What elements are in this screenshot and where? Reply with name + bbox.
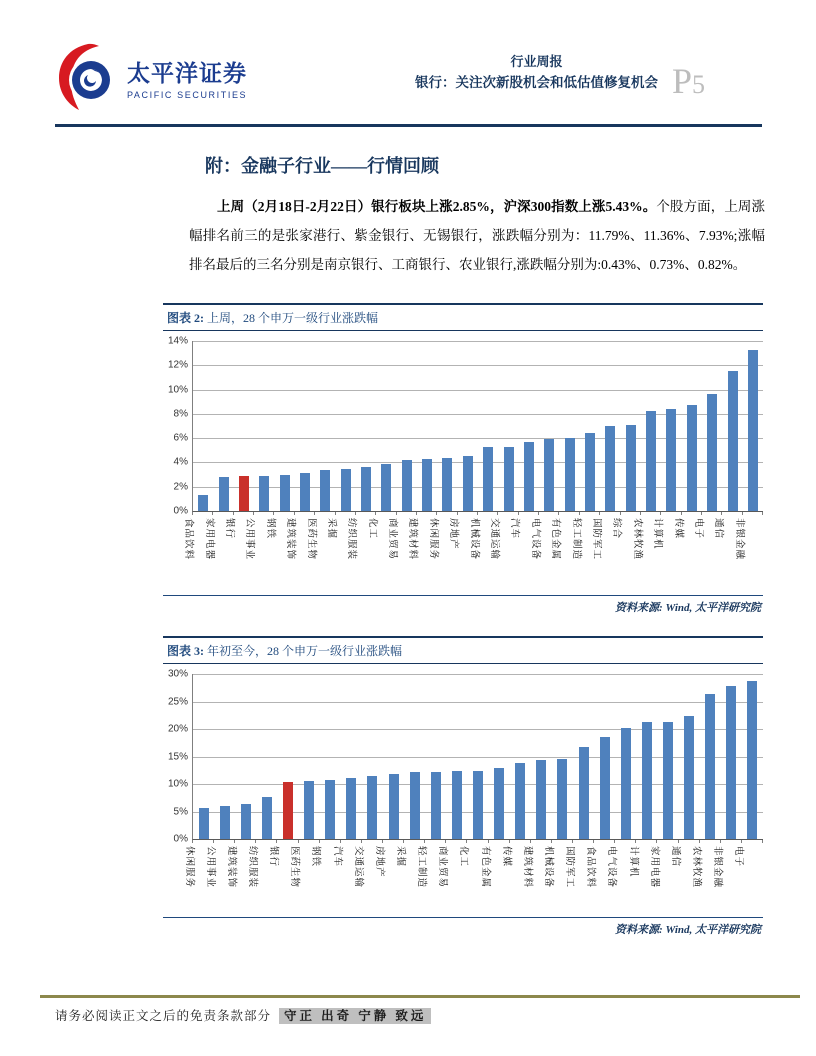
bar-slot <box>277 782 298 839</box>
x-tick-label: 国防军工 <box>591 518 602 561</box>
bar-计算机 <box>642 722 652 839</box>
x-tick-label: 汽车 <box>331 846 343 868</box>
bar-农林牧渔 <box>646 411 656 511</box>
bar-电子 <box>747 681 757 839</box>
x-tick-label: 建筑材料 <box>407 518 419 561</box>
pacific-securities-logo-icon <box>55 42 121 112</box>
bar-slot <box>580 433 600 511</box>
bar-slot <box>320 780 341 839</box>
bar-slot <box>397 460 417 511</box>
bar-电气设备 <box>544 439 554 511</box>
bars-container <box>193 341 763 511</box>
ytd-bar-chart <box>163 668 763 845</box>
bar-纺织服装 <box>262 797 272 839</box>
bar-slot <box>722 371 742 511</box>
x-tick-label: 非银金融 <box>733 518 745 561</box>
x-tick-label: 食品饮料 <box>585 846 597 889</box>
figure-2-title <box>163 303 763 331</box>
x-label-slot <box>733 515 763 591</box>
bar-slot <box>341 778 362 839</box>
bar-食品饮料 <box>198 495 208 511</box>
bar-slot <box>682 405 702 511</box>
bar-采掘 <box>341 469 351 511</box>
bar-公用事业 <box>220 806 230 839</box>
x-tick-label: 计算机 <box>627 846 639 878</box>
bar-slot <box>510 763 531 839</box>
x-tick-label: 交通运输 <box>352 846 364 889</box>
x-tick-label: 休闲服务 <box>427 518 439 561</box>
bar-综合 <box>626 425 636 511</box>
bar-轻工制造 <box>585 433 595 511</box>
bars-container <box>193 674 763 839</box>
x-tick-label: 采掘 <box>394 846 406 868</box>
x-tick-label: 农林牧渔 <box>690 846 702 889</box>
y-axis-labels <box>163 335 192 517</box>
bar-slot <box>552 759 573 839</box>
bar-slot <box>315 470 335 511</box>
bar-slot <box>404 772 425 839</box>
x-tick-label: 传媒 <box>672 518 684 540</box>
bar-slot <box>362 776 383 839</box>
bar-slot <box>437 458 457 511</box>
paragraph-rest: 个股方面，上周涨幅排名前三的是张家港行、紫金银行、无锡银行，涨跌幅分别为：11.79%、11.36%、7.93%;涨幅排名最后的三名分别是南京银行、工商银行、农业银行,涨跌幅分别为:0.43%、0.73%、0.82%。 <box>189 199 766 272</box>
bar-医药生物 <box>304 781 314 839</box>
x-axis-labels <box>183 843 763 913</box>
bar-slot <box>615 728 636 839</box>
page-digit: 5 <box>692 70 706 99</box>
bar-传媒 <box>515 763 525 839</box>
bar-slot <box>600 426 620 511</box>
y-tick-label: 14% <box>167 335 188 347</box>
footer-disclaimer: 请务必阅读正文之后的免责条款部分 <box>55 1009 272 1023</box>
bar-slot <box>531 760 552 839</box>
header-divider <box>55 124 762 127</box>
bar-slot <box>641 411 661 511</box>
bar-机械设备 <box>483 447 493 511</box>
page-letter: P <box>672 61 693 101</box>
x-tick-label: 电子 <box>692 518 704 540</box>
y-tick-label: 15% <box>167 751 188 762</box>
report-title: 银行：关注次新股机会和低估值修复机会 <box>415 75 658 90</box>
bar-slot <box>213 477 233 511</box>
bar-电气设备 <box>621 728 631 839</box>
x-axis-labels <box>183 515 763 591</box>
bar-轻工制造 <box>431 772 441 839</box>
bar-纺织服装 <box>361 467 371 511</box>
bar-银行 <box>239 476 249 511</box>
bar-slot <box>417 459 437 511</box>
x-tick-label: 休闲服务 <box>183 846 195 889</box>
y-tick-label: 25% <box>167 696 188 707</box>
x-tick-label: 汽车 <box>509 518 521 540</box>
x-tick-label: 采掘 <box>325 518 337 540</box>
bar-通信 <box>728 371 738 511</box>
x-tick-label: 轻工制造 <box>570 518 582 561</box>
x-tick-label: 化工 <box>366 518 378 540</box>
x-tick-label: 房地产 <box>373 846 385 878</box>
page-number <box>672 60 705 102</box>
bar-slot <box>721 686 742 839</box>
bar-slot <box>539 439 559 511</box>
bar-slot <box>478 447 498 511</box>
x-tick-label: 商业贸易 <box>387 518 399 561</box>
bar-通信 <box>684 716 694 839</box>
x-tick-label: 纺织服装 <box>346 518 358 561</box>
y-tick-label: 0% <box>173 505 188 517</box>
bar-银行 <box>283 782 293 839</box>
bar-slot <box>458 456 478 511</box>
summary-paragraph <box>189 192 765 279</box>
bar-医药生物 <box>320 470 330 511</box>
bar-食品饮料 <box>600 737 610 839</box>
x-tick-label: 有色金属 <box>550 518 562 561</box>
bar-国防军工 <box>579 747 589 839</box>
x-tick-label: 综合 <box>611 518 623 540</box>
paragraph-lead: 上周（2月18日-2月22日）银行板块上涨2.85%，沪深300指数上涨5.43%。 <box>217 199 657 214</box>
bar-化工 <box>473 771 483 839</box>
footer <box>55 1006 431 1024</box>
x-tick-label: 机械设备 <box>542 846 554 889</box>
x-tick-label: 家用电器 <box>648 846 660 889</box>
bar-交通运输 <box>367 776 377 839</box>
x-tick-label: 银行 <box>223 518 235 540</box>
bar-商业贸易 <box>452 771 462 839</box>
bar-房地产 <box>389 774 399 839</box>
x-tick-label: 机械设备 <box>468 518 480 561</box>
report-type: 行业周报 <box>510 54 563 69</box>
bar-电子 <box>707 394 717 511</box>
logo-en-text: PACIFIC SECURITIES <box>127 89 248 100</box>
x-tick-label: 国防军工 <box>564 846 576 889</box>
weekly-bar-chart <box>163 335 763 517</box>
y-axis-labels <box>163 668 192 845</box>
x-tick-label: 商业贸易 <box>437 846 449 889</box>
bar-slot <box>299 781 320 839</box>
y-tick-label: 10% <box>167 384 188 396</box>
figure-3-ytd-industry-chart <box>163 636 763 937</box>
bar-slot <box>594 737 615 839</box>
x-tick-label: 轻工制造 <box>416 846 428 889</box>
logo-cn-text: 太平洋证券 <box>127 60 247 86</box>
bar-slot <box>425 772 446 839</box>
x-tick-label: 银行 <box>268 846 280 868</box>
bar-交通运输 <box>504 447 514 511</box>
y-tick-label: 4% <box>173 456 188 468</box>
bar-钢铁 <box>325 780 335 839</box>
x-tick-label: 房地产 <box>448 518 460 550</box>
x-tick-label: 化工 <box>458 846 470 868</box>
bar-slot <box>274 475 294 511</box>
bar-slot <box>742 681 763 839</box>
bar-slot <box>700 694 721 839</box>
x-tick-label: 公用事业 <box>204 846 216 889</box>
x-tick-label: 纺织服装 <box>246 846 258 889</box>
bar-slot <box>234 476 254 511</box>
footer-motto: 守正 出奇 宁静 致远 <box>279 1008 431 1024</box>
plot-area <box>192 674 763 840</box>
bar-slot <box>376 464 396 511</box>
bar-国防军工 <box>605 426 615 511</box>
bar-化工 <box>381 464 391 511</box>
bar-休闲服务 <box>442 458 452 511</box>
bar-slot <box>295 473 315 511</box>
figure-3-title <box>163 636 763 664</box>
x-tick-label: 交通运输 <box>489 518 501 561</box>
x-tick-label: 非银金融 <box>712 846 724 889</box>
bar-slot <box>254 476 274 511</box>
bar-非银金融 <box>726 686 736 839</box>
bar-slot <box>446 771 467 839</box>
bar-slot <box>636 722 657 839</box>
bar-钢铁 <box>280 475 290 511</box>
bar-slot <box>573 747 594 839</box>
bar-家用电器 <box>219 477 229 511</box>
bar-房地产 <box>463 456 473 511</box>
bar-休闲服务 <box>199 808 209 839</box>
bar-slot <box>256 797 277 839</box>
x-tick-label: 家用电器 <box>203 518 215 561</box>
x-label-slot <box>733 843 763 913</box>
bar-汽车 <box>524 442 534 511</box>
figure-3-caption: 年初至今，28 个申万一级行业涨跌幅 <box>207 644 403 658</box>
bar-非银金融 <box>748 350 758 512</box>
company-logo <box>55 42 247 112</box>
x-tick-label: 传媒 <box>500 846 512 868</box>
y-tick-label: 20% <box>167 723 188 735</box>
bar-商业贸易 <box>402 460 412 511</box>
x-tick-label: 计算机 <box>652 518 664 550</box>
figure-2-weekly-industry-chart <box>163 303 763 615</box>
bar-计算机 <box>666 409 676 511</box>
section-title: 附：金融子行业——行情回顾 <box>205 156 439 176</box>
figure-2-caption: 上周，28 个申万一级行业涨跌幅 <box>207 311 379 325</box>
bar-slot <box>702 394 722 511</box>
figure-3-source: 资料来源: Wind, 太平洋研究院 <box>163 917 763 937</box>
bar-slot <box>661 409 681 511</box>
x-tick-label: 建筑装饰 <box>225 846 237 889</box>
x-tick-label: 建筑装饰 <box>285 518 297 561</box>
y-tick-label: 8% <box>173 408 188 420</box>
bar-建筑材料 <box>536 760 546 839</box>
x-tick-label: 通信 <box>713 518 725 540</box>
x-tick-label: 农林牧渔 <box>631 518 643 561</box>
bar-有色金属 <box>565 438 575 511</box>
bar-slot <box>679 716 700 839</box>
y-tick-label: 12% <box>167 359 188 371</box>
bar-slot <box>336 469 356 511</box>
bar-建筑材料 <box>422 459 432 511</box>
x-tick-label: 电子 <box>733 846 745 868</box>
x-tick-label: 有色金属 <box>479 846 491 889</box>
footer-divider <box>40 995 800 998</box>
bar-家用电器 <box>663 722 673 839</box>
bar-slot <box>235 804 256 839</box>
x-tick-label: 建筑材料 <box>521 846 533 889</box>
bar-slot <box>621 425 641 511</box>
bar-slot <box>356 467 376 511</box>
x-tick-label: 公用事业 <box>244 518 256 561</box>
bar-建筑装饰 <box>241 804 251 839</box>
bar-slot <box>489 768 510 840</box>
y-tick-label: 2% <box>173 481 188 493</box>
y-tick-label: 30% <box>167 668 188 680</box>
x-tick-label: 医药生物 <box>305 518 317 561</box>
bar-slot <box>193 808 214 839</box>
x-tick-label: 通信 <box>669 846 681 868</box>
x-tick-label: 电气设备 <box>606 846 618 889</box>
y-tick-label: 6% <box>173 432 188 444</box>
bar-机械设备 <box>557 759 567 839</box>
bar-有色金属 <box>494 768 504 840</box>
bar-slot <box>383 774 404 839</box>
bar-slot <box>467 771 488 839</box>
plot-area <box>192 341 763 512</box>
x-tick-label: 钢铁 <box>264 518 276 540</box>
figure-3-label: 图表 3: <box>167 644 204 658</box>
x-tick-label: 食品饮料 <box>183 518 195 561</box>
bar-slot <box>214 806 235 839</box>
bar-汽车 <box>346 778 356 839</box>
figure-2-source: 资料来源: Wind, 太平洋研究院 <box>163 595 763 615</box>
y-tick-label: 5% <box>173 806 188 817</box>
x-tick-label: 电气设备 <box>529 518 541 561</box>
bar-slot <box>657 722 678 839</box>
bar-slot <box>519 442 539 511</box>
bar-slot <box>193 495 213 511</box>
y-tick-label: 0% <box>173 833 188 845</box>
bar-采掘 <box>410 772 420 839</box>
figure-2-label: 图表 2: <box>167 311 204 325</box>
y-tick-label: 10% <box>167 778 188 790</box>
x-tick-label: 医药生物 <box>289 846 301 889</box>
bar-建筑装饰 <box>300 473 310 511</box>
bar-slot <box>743 350 763 512</box>
bar-公用事业 <box>259 476 269 511</box>
bar-slot <box>559 438 579 511</box>
x-tick-label: 钢铁 <box>310 846 322 868</box>
bar-农林牧渔 <box>705 694 715 839</box>
bar-slot <box>498 447 518 511</box>
bar-传媒 <box>687 405 697 511</box>
